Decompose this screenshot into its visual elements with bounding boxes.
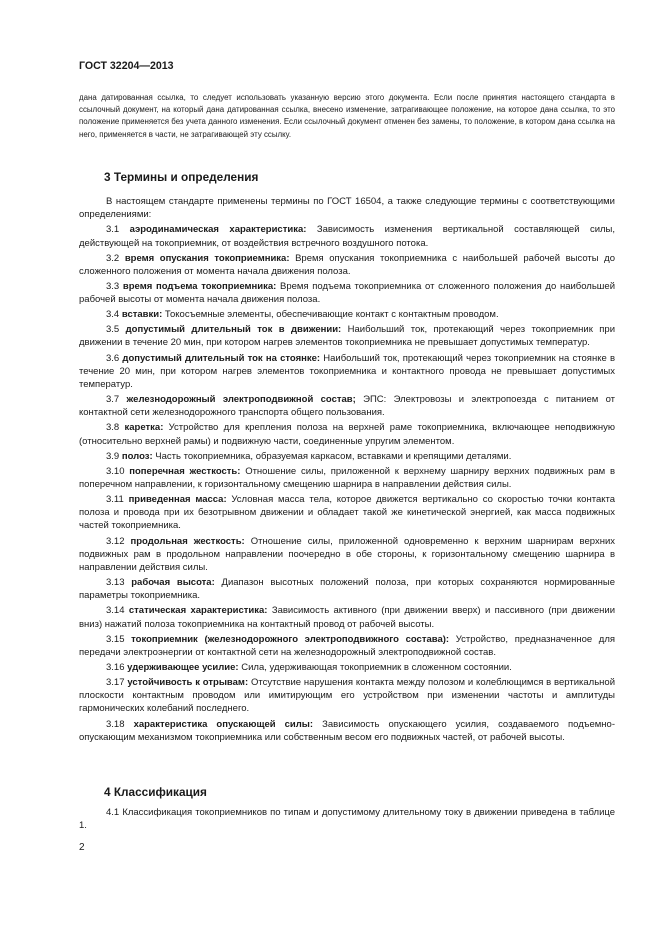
- term-text: Отсутствие нарушения контакта между полозом и колеблющимся в вертикальной плоскости контактным проводом или имитирующим его устройством при изменении частоты и амплитуды гармонических колебаний последнего.: [79, 677, 615, 715]
- term-name: вставки:: [121, 309, 163, 321]
- term-name: время подъема токоприемника:: [122, 280, 277, 292]
- term-text: Время опускания токоприемника с наибольшей рабочей высоты до сложенного положения от момента начала движения полоза.: [79, 252, 616, 277]
- terms-list: [79, 223, 615, 744]
- term-number: 3.18: [106, 718, 125, 730]
- term-name: время опускания токоприемника:: [124, 252, 290, 264]
- term-name: каретка:: [124, 422, 164, 434]
- term-text: Наибольший ток, протекающий через токоприемник при движении в течение 20 мин, при котором нагрев элементов токоприемника не превышает допустимых температур.: [79, 324, 616, 349]
- term-number: 3.14: [106, 605, 125, 617]
- term-number: 3.3: [106, 280, 120, 292]
- term-definition: [79, 535, 615, 575]
- term-number: 3.6: [106, 352, 120, 364]
- term-definition: [79, 604, 615, 630]
- section-3-body: [79, 195, 615, 746]
- term-name: допустимый длительный ток на стоянке:: [122, 352, 321, 364]
- term-name: полоз:: [121, 450, 153, 462]
- term-text: Время подъема токоприемника от сложенного положения до наибольшей рабочей высоты от момента начала движения полоза.: [79, 280, 615, 306]
- term-name: аэродинамическая характеристика:: [129, 224, 307, 236]
- section-3-lead: В настоящем стандарте применены термины по ГОСТ 16504, а также следующие термины с соответствующими определениями:: [79, 196, 615, 221]
- term-definition: [79, 718, 615, 744]
- term-name: характеристика опускающей силы:: [133, 718, 314, 730]
- term-definition: [79, 661, 615, 674]
- term-definition: [79, 323, 615, 349]
- term-number: 3.13: [106, 577, 125, 589]
- term-number: 3.7: [106, 394, 120, 406]
- term-name: поперечная жесткость:: [129, 465, 241, 477]
- term-number: 3.12: [106, 535, 125, 547]
- term-definition: [79, 352, 615, 392]
- term-name: продольная жесткость:: [130, 535, 245, 547]
- term-text: Сила, удерживающая токоприемник в сложенном состоянии.: [241, 661, 512, 673]
- term-number: 3.5: [106, 324, 120, 336]
- term-definition: [79, 465, 615, 491]
- intro-paragraph: дана датированная ссылка, то следует использовать указанную версию этого документа. Если после принятия настоящего стандарта в ссылочный документ, на который дана датированная ссылка, внесено изменение, затрагивающее положение, на которое дана ссылка, то это положение применяется без учета данного изменения. Если ссылочный документ отменен без замены, то положение, в котором дана ссылка на него, применяется в части, не затрагивающей эту ссылку.: [79, 93, 615, 139]
- term-text: Отношение силы, приложенной одновременно к верхним шарнирам верхних подвижных рам в продольном направлении поочередно в обе стороны, к горизонтальному смещению шарнира в направлении действия силы.: [79, 535, 616, 573]
- section-3-title: 3 Термины и определения: [104, 170, 259, 184]
- term-text: Наибольший ток, протекающий через токоприемник на стоянке в течение 20 мин, при котором нагрев элементов токоприемника и контактного провода не превышает допустимых температур.: [79, 352, 615, 390]
- term-text: Токосъемные элементы, обеспечивающие контакт с контактным проводом.: [164, 309, 499, 321]
- term-definition: [79, 633, 615, 659]
- document-header: ГОСТ 32204—2013: [79, 60, 174, 72]
- term-definition: [79, 676, 615, 716]
- term-name: удерживающее усилие:: [127, 661, 239, 673]
- term-text: Отношение силы, приложенной к верхнему шарниру верхних подвижных рам в поперечном направлении, к горизонтальному смещению шарнира в направлении действия силы.: [79, 465, 616, 490]
- term-text: Диапазон высотных положений полоза, при которых сохраняются нормированные параметры токоприемника.: [79, 577, 616, 602]
- term-name: устойчивость к отрывам:: [127, 677, 249, 689]
- term-number: 3.16: [106, 661, 125, 673]
- term-name: допустимый длительный ток в движении:: [125, 324, 342, 336]
- term-text: Часть токоприемника, образуемая каркасом, вставками и крепящими деталями.: [155, 450, 512, 462]
- term-text: ЭПС: Электровозы и электропоезда с питанием от контактной сети железнодорожного транспорта общего пользования.: [79, 394, 616, 419]
- term-number: 3.1: [106, 224, 120, 236]
- term-text: Устройство, предназначенное для передачи электроэнергии от контактной сети на железнодорожный электроподвижной состав.: [79, 633, 616, 658]
- term-number: 3.8: [106, 422, 120, 434]
- term-number: 3.17: [106, 677, 125, 689]
- term-name: железнодорожный электроподвижной состав;: [126, 394, 356, 406]
- term-number: 3.11: [106, 494, 124, 506]
- term-definition: [79, 252, 615, 278]
- term-text: Устройство для крепления полоза на верхней раме токоприемника, включающее неподвижную (относительно верхней рамы) и подвижную части, соединенные упругим элементом.: [79, 422, 616, 447]
- term-definition: [79, 421, 615, 447]
- term-name: приведенная масса:: [128, 494, 227, 506]
- section-4-body: [79, 806, 615, 834]
- term-definition: [79, 450, 615, 463]
- term-definition: [79, 223, 615, 249]
- section-4-paragraph: 4.1 Классификация токоприемников по типам и допустимому длительному току в движении приведена в таблице 1.: [79, 807, 615, 832]
- page-number: 2: [79, 842, 85, 853]
- term-text: Зависимость изменения вертикальной составляющей силы, действующей на токоприемник, от воздействия встречного воздушного потока.: [79, 224, 616, 249]
- term-name: рабочая высота:: [131, 577, 215, 589]
- term-definition: [79, 576, 615, 602]
- term-definition: [79, 280, 615, 306]
- term-number: 3.15: [106, 633, 125, 645]
- term-definition: [79, 308, 615, 321]
- term-number: 3.2: [106, 252, 120, 264]
- term-number: 3.4: [106, 309, 120, 321]
- term-name: статическая характеристика:: [128, 605, 268, 617]
- term-name: токоприемник (железнодорожного электроподвижного состава):: [131, 633, 450, 645]
- term-definition: [79, 493, 615, 533]
- term-number: 3.10: [106, 465, 125, 477]
- term-definition: [79, 393, 615, 419]
- section-4-title: 4 Классификация: [104, 785, 207, 799]
- term-number: 3.9: [106, 450, 120, 462]
- term-text: Зависимость активного (при движении вверх) и пассивного (при движении вниз) нажатий полоза токоприемника на контактный провод от рабочей высоты.: [79, 605, 616, 630]
- term-text: Зависимость опускающего усилия, создаваемого подъемно-опускающим механизмом токоприемника или собственным весом его подвижных частей, от рабочей высоты.: [79, 718, 615, 743]
- term-text: Условная масса тела, которое движется вертикально со скоростью точки контакта полоза и провода при их безотрывном движении и обладает такой же кинетической энергией, как масса подвижных частей токоприемника.: [79, 494, 616, 532]
